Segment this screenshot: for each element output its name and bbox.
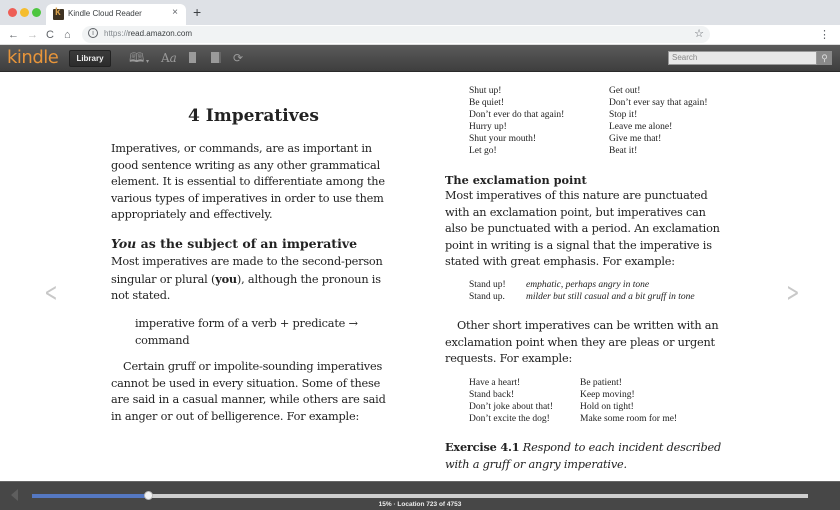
example-left: Stand up! <box>469 280 506 290</box>
example-left: Have a heart! <box>469 378 521 388</box>
intro-paragraph: Imperatives, or commands, are as important in good sentence writing as any other grammatical element. It is essential to differentiate among the various types of imperatives in order to use them appropriately and effectively. <box>111 142 385 221</box>
reload-icon[interactable]: C <box>46 29 54 41</box>
example-right: Make some room for me! <box>580 414 678 424</box>
example-row <box>469 145 739 157</box>
section-heading-italic: You <box>111 236 137 251</box>
chapter-title: 4 Imperatives <box>188 106 319 126</box>
browser-toolbar <box>0 25 840 45</box>
search-icon[interactable]: ⚲ <box>817 51 832 65</box>
example-right: Keep moving! <box>580 390 635 400</box>
exclamation-paragraph: Most imperatives of this nature are punctuated with an exclamation point, but imperatives can also be punctuated with a period. An exclamation point in writing is a signal that the imperative is stated with great emphasis. For example: <box>445 189 720 268</box>
example-left: Don’t joke about that! <box>469 402 553 412</box>
back-arrow-icon[interactable]: ← <box>8 29 19 41</box>
example-row <box>469 121 739 133</box>
progress-fill <box>32 494 148 498</box>
exercise-paragraph <box>445 439 730 473</box>
example-row <box>469 109 739 121</box>
browser-tab[interactable] <box>46 4 186 25</box>
url-host: read.amazon.com <box>128 29 193 38</box>
pleas-paragraph: Other short imperatives can be written with an exclamation point when they are pleas or urgent requests. For example: <box>445 319 719 365</box>
notes-icon[interactable] <box>211 52 221 63</box>
bookmark-star-icon[interactable]: ☆ <box>694 28 704 40</box>
example-right: Hold on tight! <box>580 402 634 412</box>
example-row <box>469 133 739 145</box>
example-row <box>469 377 739 389</box>
example-note: milder but still casual and a bit gruff in tone <box>526 292 695 302</box>
examples-list-3 <box>469 377 739 425</box>
chevron-down-icon[interactable]: ▾ <box>146 59 150 65</box>
example-row <box>469 401 739 413</box>
section-paragraph <box>111 254 396 305</box>
example-right: Be patient! <box>580 378 622 388</box>
url-text <box>104 29 192 38</box>
section-text-post: ), although the pronoun is not stated. <box>111 272 381 302</box>
example-row <box>469 85 739 97</box>
book-open-icon[interactable]: 🕮 <box>129 50 145 65</box>
search-input[interactable]: Search <box>668 51 817 65</box>
example-right: Don’t ever say that again! <box>609 98 708 108</box>
example-row <box>469 291 739 303</box>
sync-icon[interactable]: ⟳ <box>233 51 244 65</box>
example-row <box>469 389 739 401</box>
example-right: Get out! <box>609 86 641 96</box>
section-text-pre: Most imperatives are made to the second-person singular or plural ( <box>111 255 383 286</box>
example-right: Give me that! <box>609 134 662 144</box>
address-bar[interactable] <box>82 26 710 43</box>
example-row <box>469 97 739 109</box>
exercise-label: Exercise 4.1 <box>445 440 520 454</box>
section-heading <box>111 236 357 251</box>
example-right: Stop it! <box>609 110 638 120</box>
kindle-header <box>0 45 840 72</box>
example-left: Shut your mouth! <box>469 134 537 144</box>
example-row <box>469 279 739 291</box>
example-left: Let go! <box>469 146 497 156</box>
window-minimize-button[interactable] <box>20 8 29 17</box>
previous-page-arrow-icon[interactable]: < <box>44 278 58 308</box>
example-right: Beat it! <box>609 146 638 156</box>
example-left: Stand back! <box>469 390 515 400</box>
window-close-button[interactable] <box>8 8 17 17</box>
example-left: Shut up! <box>469 86 502 96</box>
location-label: 15% · Location 723 of 4753 <box>378 501 462 508</box>
example-left: Be quiet! <box>469 98 505 108</box>
forward-arrow-icon[interactable]: → <box>27 29 38 41</box>
kindle-favicon-icon <box>53 9 64 20</box>
kindle-logo: kindle <box>7 47 59 68</box>
example-note: emphatic, perhaps angry in tone <box>526 280 650 290</box>
formula-text: imperative form of a verb + predicate → command <box>135 317 358 347</box>
example-row <box>469 413 739 425</box>
progress-slider[interactable] <box>32 494 808 498</box>
new-tab-button[interactable]: + <box>193 4 202 20</box>
section-text-bold: you <box>215 271 237 286</box>
exclamation-heading: The exclamation point <box>445 173 587 187</box>
reading-area <box>0 73 840 481</box>
tab-close-icon[interactable]: × <box>172 7 178 18</box>
progress-thumb[interactable] <box>144 491 153 500</box>
example-left: Don’t ever do that again! <box>469 110 565 120</box>
section-heading-rest: as the subject of an imperative <box>136 236 358 251</box>
home-icon[interactable]: ⌂ <box>64 29 71 41</box>
info-icon[interactable]: i <box>88 28 98 38</box>
font-size-icon[interactable]: Aa <box>161 51 177 65</box>
examples-list-2 <box>469 279 739 303</box>
example-left: Hurry up! <box>469 122 507 132</box>
example-left: Stand up. <box>469 292 505 302</box>
back-triangle-icon[interactable] <box>11 489 18 501</box>
library-button[interactable]: Library <box>69 50 111 67</box>
window-maximize-button[interactable] <box>32 8 41 17</box>
exercise-text: Respond to each incident described with a gruff or angry imperative. <box>445 441 722 471</box>
url-scheme: https:// <box>104 29 129 38</box>
browser-tab-bar <box>0 0 840 25</box>
browser-menu-icon[interactable]: ⋮ <box>819 29 830 41</box>
reader-footer <box>0 481 840 510</box>
tab-title: Kindle Cloud Reader <box>68 9 142 18</box>
examples-list-1 <box>469 85 739 157</box>
next-page-arrow-icon[interactable]: > <box>786 278 800 308</box>
example-right: Leave me alone! <box>609 122 673 132</box>
example-left: Don’t excite the dog! <box>469 414 550 424</box>
bookmark-icon[interactable] <box>189 52 196 63</box>
gruff-paragraph: Certain gruff or impolite-sounding imperatives cannot be used in every situation. Some of these are said in a casual manner, while others are said in anger or out of belligerence. For example: <box>111 360 386 423</box>
